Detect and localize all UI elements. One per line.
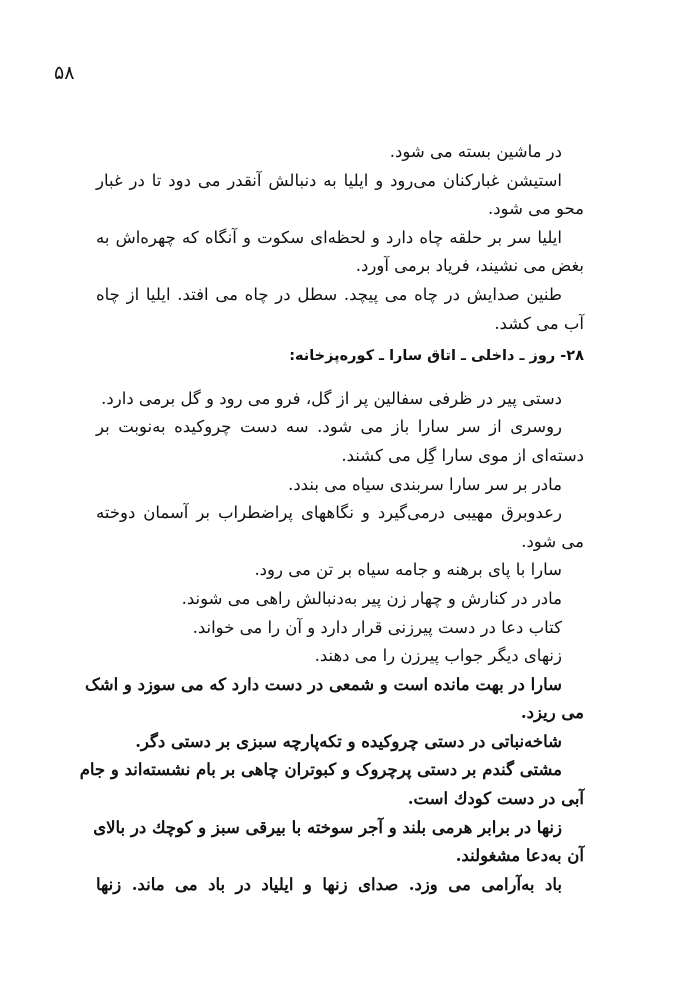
text-line: مادر بر سر سارا سربندی سیاه می بندد. [288,474,562,494]
text-line: رعدوبرق مهیبی درمی‌گیرد و نگاههای پراضطراب بر آسمان دوخته [96,503,562,523]
text-line: ایلیا سر بر حلقه چاه دارد و لحظه‌ای سکوت و آنگاه که چهره‌اش به [96,227,562,247]
body-text [79,138,584,899]
text-line: روسری از سر سارا باز می شود. سه دست چروکیده به‌نوبت بر [96,417,562,437]
text-line: زنهای دیگر جواب پیرزن را می دهند. [314,646,562,666]
text-line: مادر در کنارش و چهار زن پیر به‌دنبالش راهی می شوند. [181,588,562,608]
text-line: می شود. [521,531,584,551]
text-line: دسته‌ای از موی سارا گِل می کشند. [341,445,584,465]
text-line: آب می کشد. [494,313,584,333]
text-line: شاخه‌نباتی در دستی چروکیده و تکه‌پارچه سبزی بر دستی دگر. [135,731,562,751]
text-line: طنین صدایش در چاه می پیچد. سطل در چاه می افتد. ایلیا از چاه [96,284,562,304]
text-line: محو می شود. [487,199,584,219]
text-line: استیشن غبارکنان می‌رود و ایلیا به دنبالش آنقدر می دود تا در غبار [96,170,562,190]
text-line: آن به‌دعا مشغولند. [455,846,584,866]
text-line: کتاب دعا در دست پیرزنی قرار دارد و آن را می خواند. [192,617,562,637]
text-line: آبی در دست کودك است. [407,789,584,809]
text-line: سارا با پای برهنه و جامه سیاه بر تن می رود. [254,560,562,580]
text-line: دستی پیر در ظرفی سفالین پر از گل، فرو می رود و گل برمی دارد. [101,388,562,408]
scene-heading: ۲۸- روز ـ داخلی ـ اتاق سارا ـ کوره‌پزخانه: [289,348,584,365]
text-line: در ماشین بسته می شود. [389,142,562,161]
text-line: زنها در برابر هرمی بلند و آجر سوخته با بیرقی سبز و کوچك در بالای [93,817,562,837]
text-line: مشتی گندم بر دستی پرچروک و کبوتران چاهی بر بام نشسته‌اند و جام [79,760,562,780]
text-line: می ریزد. [520,703,584,723]
text-line: باد به‌آرامی می وزد. صدای زنها و ایلیاد در باد می ماند. زنها [96,874,562,894]
text-line: بغض می نشیند، فریاد برمی آورد. [355,256,584,276]
text-line: سارا در بهت مانده است و شمعی در دست دارد که می سوزد و اشک [84,674,562,694]
page-number: ۵۸ [54,62,75,84]
